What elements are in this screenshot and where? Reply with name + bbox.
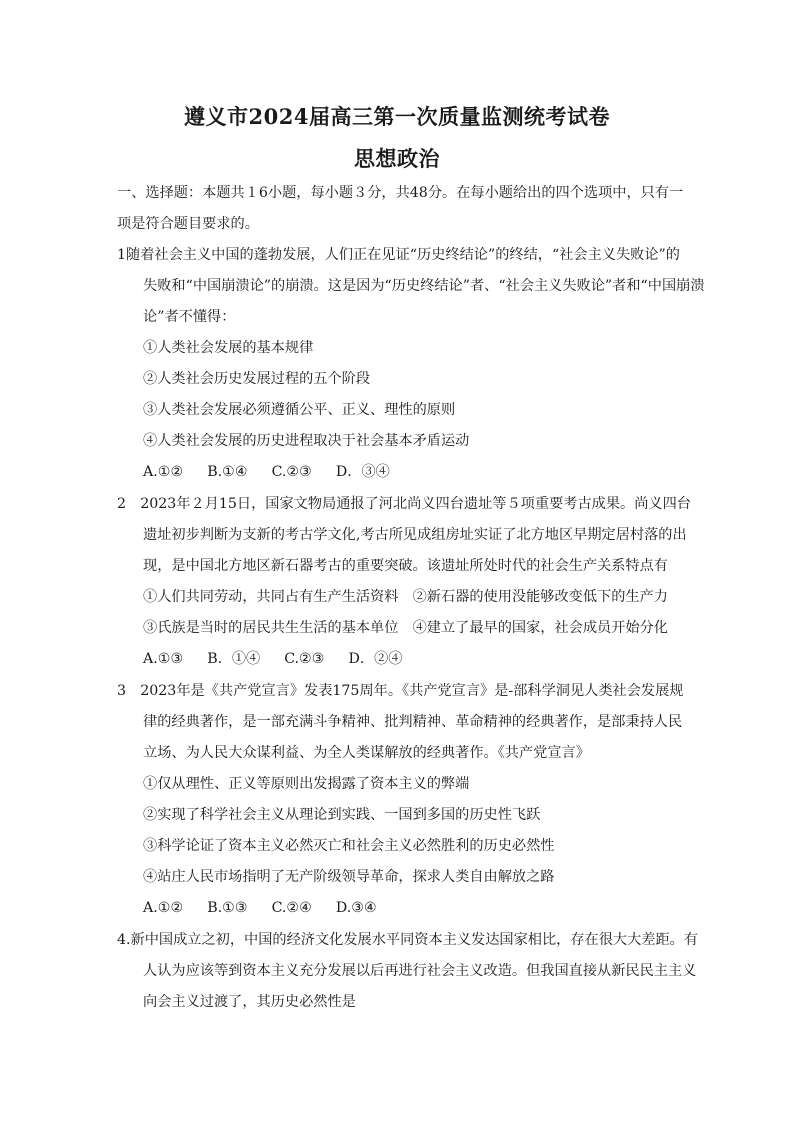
q3-option-a: A.①② xyxy=(143,900,184,916)
q1-stem-line-2: 失败和“中国崩溃论”的崩溃。这是因为“历史终结论”者、“社会主义失败论”者和“中国崩溃 xyxy=(143,278,705,294)
q3-stem-line-2: 律的经典著作，是一部充满斗争精神、批判精神、革命精神的经典著作，是部秉持人民 xyxy=(143,714,683,730)
q3-option-d: D.③④ xyxy=(335,900,377,916)
q3-stem-line-1: 3 2023年是《共产党宣言》发表175周年。《共产党宣言》是-部科学洞见人类社会发展规 xyxy=(117,683,684,699)
exam-title: 遵义市2024届高三第一次质量监测统考试卷 xyxy=(184,104,610,129)
q2-stem-line-1: 2 2023年２月15日，国家文物局通报了河北尚义四台遗址等５项重要考古成果。尚义四台 xyxy=(117,496,691,512)
q4-stem-line-1: 4.新中国成立之初，中国的经济文化发展水平同资本主义发达国家相比，存在很大大差距。有 xyxy=(117,932,699,948)
instructions-line-1: 一、选择题：本题共１6小题，每小题３分，共48分。在每小题给出的四个选项中，只有一 xyxy=(117,185,684,201)
q1-option-c: C.②③ xyxy=(271,464,312,480)
q3-item-2: ②实现了科学社会主义从理论到实践、一国到多国的历史性飞跃 xyxy=(143,807,541,823)
subject-title: 思想政治 xyxy=(354,146,440,171)
q3-item-1: ①仅从理性、正义等原则出发揭露了资本主义的弊端 xyxy=(143,776,470,792)
q1-option-d: D．③④ xyxy=(335,464,390,480)
q1-option-a: A.①② xyxy=(143,464,184,480)
q3-options xyxy=(143,898,377,918)
q3-item-4: ④站庄人民市场指明了无产阶级领导革命，探求人类自由解放之路 xyxy=(143,869,555,885)
q1-item-4: ④人类社会发展的历史进程取决于社会基本矛盾运动 xyxy=(143,433,470,449)
q1-item-3: ③人类社会发展必须遵循公平、正义、理性的原则 xyxy=(143,402,456,418)
q1-option-b: B.①④ xyxy=(207,464,248,480)
q2-stem-line-2: 遗址初步判断为支新的考古学文化,考古所见成组房址实证了北方地区早期定居村落的出 xyxy=(143,527,687,543)
q2-option-b: B．①④ xyxy=(207,651,261,667)
q2-item-row-1: ①人们共同劳动，共同占有生产生活资料 ②新石器的使用没能够改变低下的生产力 xyxy=(143,589,668,605)
q3-option-c: C.②④ xyxy=(271,900,312,916)
q2-option-a: A.①③ xyxy=(143,651,184,667)
q1-options xyxy=(143,462,390,482)
q4-stem-line-3: 向会主义过渡了，其历史必然性是 xyxy=(143,994,356,1010)
q2-option-d: D．②④ xyxy=(348,651,403,667)
instructions-line-2: 项是符合题目要求的。 xyxy=(117,216,259,232)
q3-item-3: ③科学论证了资本主义必然灭亡和社会主义必然胜利的历史必然性 xyxy=(143,838,555,854)
q1-item-2: ②人类社会历史发展过程的五个阶段 xyxy=(143,371,371,387)
q2-option-c: C.②③ xyxy=(284,651,325,667)
q1-stem-line-1: 1随着社会主义中国的蓬勃发展，人们正在见证“历史终结论”的终结，“社会主义失败论”的 xyxy=(117,247,680,263)
q1-item-1: ①人类社会发展的基本规律 xyxy=(143,340,314,356)
q1-stem-line-3: 论”者不懂得： xyxy=(143,309,236,325)
q4-stem-line-2: 人认为应该等到资本主义充分发展以后再进行社会主义改造。但我国直接从新民民主主义 xyxy=(143,963,697,979)
q3-option-b: B.①③ xyxy=(207,900,248,916)
q2-options xyxy=(143,649,402,669)
q2-item-row-2: ③氏族是当时的居民共生生活的基本单位 ④建立了最早的国家，社会成员开始分化 xyxy=(143,620,668,636)
q3-stem-line-3: 立场、为人民大众谋利益、为全人类谋解放的经典著作。《共产党宣言》 xyxy=(143,745,590,761)
q2-stem-line-3: 现，是中国北方地区新石器考古的重要突破。该遗址所处时代的社会生产关系特点有 xyxy=(143,558,668,574)
